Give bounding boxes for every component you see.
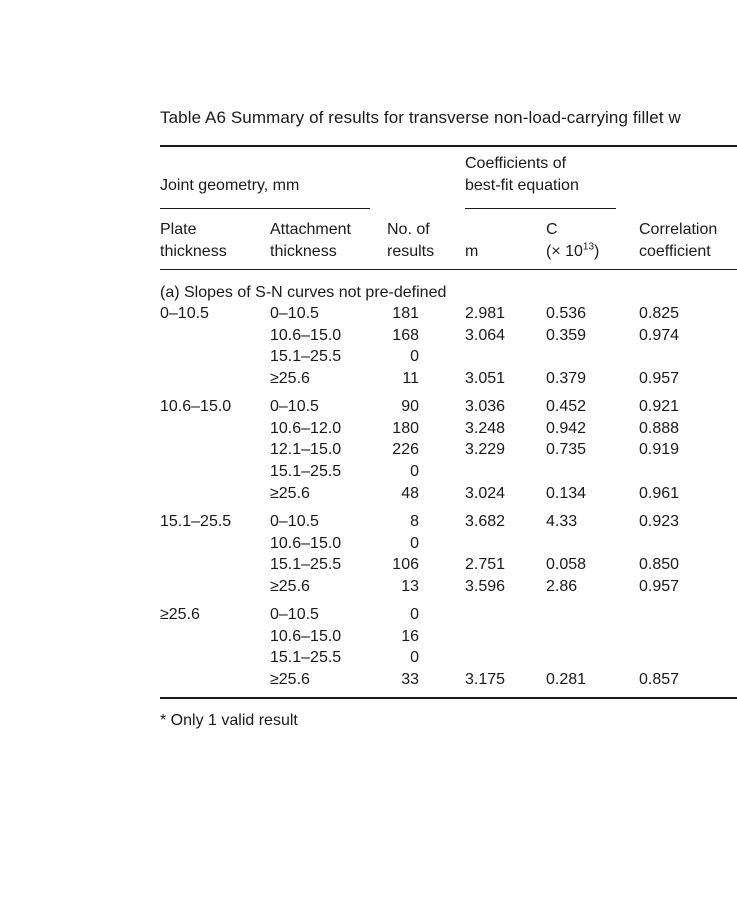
cell-correlation: 0.850 xyxy=(639,556,680,574)
cell-correlation: 0.961 xyxy=(639,484,680,502)
cell-attachment: 0–10.5 xyxy=(270,305,319,322)
header-attachment-thickness-1: Attachment xyxy=(270,221,351,238)
cell-no-of-results: 48 xyxy=(401,484,419,502)
cell-no-of-results: 90 xyxy=(401,398,419,415)
cell-m: 3.682 xyxy=(465,513,506,530)
cell-no-of-results: 0 xyxy=(410,606,419,623)
table-caption: Table A6 Summary of results for transverse non-load-carrying fillet w xyxy=(160,108,681,127)
top-rule xyxy=(160,145,737,147)
header-c-suffix: ) xyxy=(594,243,600,260)
cell-no-of-results: 0 xyxy=(410,348,419,366)
cell-c: 0.058 xyxy=(546,556,587,574)
cell-c: 0.281 xyxy=(546,671,587,689)
cell-correlation: 0.923 xyxy=(639,513,680,530)
cell-m: 3.064 xyxy=(465,326,506,344)
header-plate-thickness-1: Plate xyxy=(160,221,197,238)
cell-c: 0.134 xyxy=(546,484,587,502)
cell-m: 3.036 xyxy=(465,398,506,415)
coefficients-underline xyxy=(465,208,616,209)
cell-plate-thickness: 10.6–15.0 xyxy=(160,398,232,415)
cell-c: 0.536 xyxy=(546,305,587,322)
header-correlation-1: Correlation xyxy=(639,221,718,238)
header-c-exponent: 13 xyxy=(582,241,595,253)
cell-c: 0.942 xyxy=(546,419,587,437)
cell-no-of-results: 0 xyxy=(410,649,419,667)
cell-c: 0.379 xyxy=(546,370,587,388)
cell-attachment: 15.1–25.5 xyxy=(270,556,342,574)
cell-correlation: 0.974 xyxy=(639,326,680,344)
cell-correlation: 0.857 xyxy=(639,671,680,689)
header-c-2 xyxy=(546,242,599,262)
section-a-title: (a) Slopes of S-N curves not pre-defined xyxy=(160,284,447,301)
header-correlation-2: coefficient xyxy=(639,243,711,260)
cell-m: 3.248 xyxy=(465,419,506,437)
cell-correlation: 0.921 xyxy=(639,398,680,415)
cell-no-of-results: 13 xyxy=(401,578,419,596)
cell-attachment: 15.1–25.5 xyxy=(270,649,342,667)
header-no-of-results-1: No. of xyxy=(387,221,430,238)
header-attachment-thickness-2: thickness xyxy=(270,243,337,260)
header-plate-thickness-2: thickness xyxy=(160,243,227,260)
cell-no-of-results: 16 xyxy=(401,627,419,645)
header-coefficients-line1: Coefficients of xyxy=(465,155,567,172)
cell-m: 3.229 xyxy=(465,441,506,459)
cell-no-of-results: 11 xyxy=(402,370,419,388)
cell-no-of-results: 226 xyxy=(392,441,419,459)
cell-c: 2.86 xyxy=(546,578,578,596)
header-no-of-results-2: results xyxy=(387,243,435,260)
cell-attachment: 10.6–15.0 xyxy=(270,534,342,552)
cell-no-of-results: 33 xyxy=(401,671,419,689)
cell-no-of-results: 0 xyxy=(410,534,419,552)
cell-m: 2.751 xyxy=(465,556,506,574)
cell-attachment: 0–10.5 xyxy=(270,513,319,530)
cell-c: 0.735 xyxy=(546,441,587,459)
cell-correlation: 0.919 xyxy=(639,441,680,459)
cell-correlation: 0.825 xyxy=(639,305,680,322)
cell-attachment: 10.6–15.0 xyxy=(270,326,342,344)
cell-attachment: 0–10.5 xyxy=(270,606,319,623)
footnote: * Only 1 valid result xyxy=(160,712,298,729)
cell-no-of-results: 0 xyxy=(410,463,419,481)
cell-no-of-results: 8 xyxy=(410,513,419,530)
header-coefficients-line2: best-fit equation xyxy=(465,177,579,194)
header-joint-geometry: Joint geometry, mm xyxy=(160,177,300,194)
cell-attachment: 12.1–15.0 xyxy=(270,441,342,459)
header-c-1: C xyxy=(546,221,558,238)
cell-correlation: 0.957 xyxy=(639,578,680,596)
cell-m: 3.051 xyxy=(465,370,506,388)
cell-attachment: ≥25.6 xyxy=(270,484,310,502)
cell-no-of-results: 180 xyxy=(392,419,419,437)
header-c-prefix: (× 10 xyxy=(546,243,583,260)
header-m: m xyxy=(465,243,479,260)
cell-attachment: ≥25.6 xyxy=(270,671,310,689)
cell-attachment: ≥25.6 xyxy=(270,578,310,596)
cell-no-of-results: 181 xyxy=(392,305,419,322)
cell-no-of-results: 168 xyxy=(392,326,419,344)
cell-attachment: 15.1–25.5 xyxy=(270,463,342,481)
bottom-rule xyxy=(160,697,737,699)
cell-attachment: ≥25.6 xyxy=(270,370,310,388)
cell-no-of-results: 106 xyxy=(392,556,419,574)
cell-m: 3.175 xyxy=(465,671,506,689)
cell-c: 4.33 xyxy=(546,513,578,530)
cell-plate-thickness: 0–10.5 xyxy=(160,305,209,322)
cell-attachment: 10.6–15.0 xyxy=(270,627,342,645)
cell-c: 0.359 xyxy=(546,326,587,344)
cell-correlation: 0.957 xyxy=(639,370,680,388)
joint-geometry-underline xyxy=(160,208,370,209)
cell-m: 3.596 xyxy=(465,578,506,596)
cell-m: 2.981 xyxy=(465,305,506,322)
cell-c: 0.452 xyxy=(546,398,587,415)
cell-plate-thickness: ≥25.6 xyxy=(160,606,200,623)
cell-attachment: 15.1–25.5 xyxy=(270,348,342,366)
cell-attachment: 0–10.5 xyxy=(270,398,319,415)
cell-attachment: 10.6–12.0 xyxy=(270,419,342,437)
cell-m: 3.024 xyxy=(465,484,506,502)
header-bottom-rule xyxy=(160,269,737,270)
cell-correlation: 0.888 xyxy=(639,419,680,437)
cell-plate-thickness: 15.1–25.5 xyxy=(160,513,232,530)
